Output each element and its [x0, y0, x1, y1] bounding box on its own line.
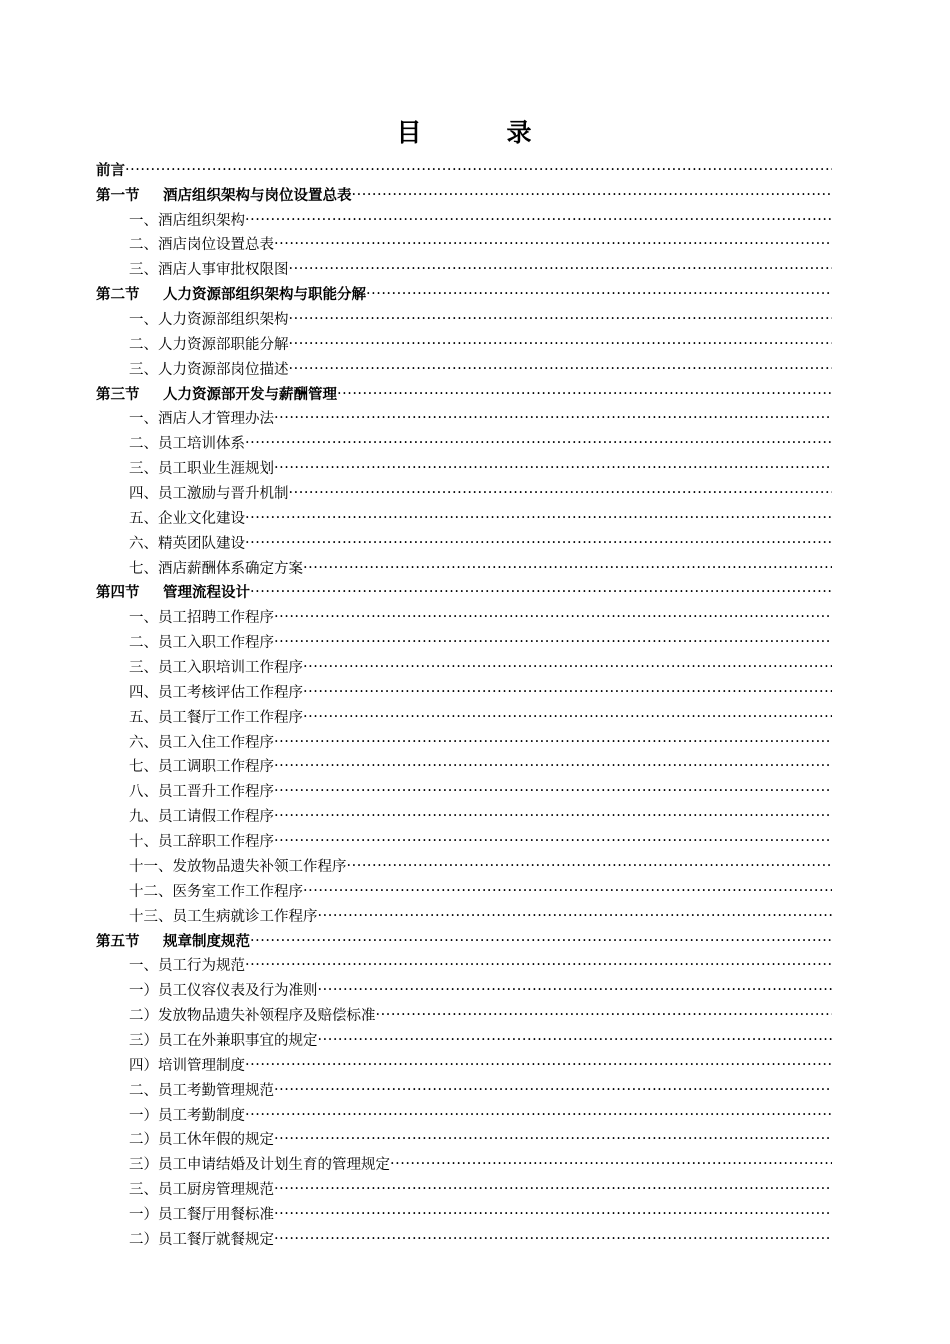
toc-entry-label — [129, 807, 274, 827]
toc-entry-text: 人力资源部开发与薪酬管理 — [163, 385, 337, 403]
toc-section-number: 第三节 — [96, 385, 140, 403]
toc-entry-label — [129, 782, 274, 802]
toc-dot-leader — [274, 607, 832, 627]
toc-entry-label — [129, 1155, 390, 1175]
toc-dot-leader — [289, 259, 833, 279]
toc-dot-leader — [274, 1229, 832, 1249]
toc-entry-label — [129, 981, 318, 1001]
toc-entry-text: 四、员工激励与晋升机制 — [129, 486, 289, 503]
toc-section-number: 第四节 — [96, 584, 140, 602]
toc-item[interactable] — [96, 554, 832, 579]
toc-entry-text: 一、员工行为规范 — [129, 958, 245, 975]
toc-entry-text: 二）员工休年假的规定 — [129, 1132, 274, 1149]
toc-item[interactable] — [96, 1225, 832, 1250]
toc-dot-leader — [274, 458, 832, 478]
toc-entry-text: 一、酒店人才管理办法 — [129, 411, 274, 428]
toc-item[interactable] — [96, 405, 832, 430]
toc-entry-label — [129, 211, 245, 231]
toc-dot-leader — [289, 483, 833, 503]
toc-item[interactable] — [96, 753, 832, 778]
toc-item[interactable] — [96, 231, 832, 256]
toc-entry-label — [129, 235, 274, 255]
toc-item[interactable] — [96, 628, 832, 653]
toc-entry-label — [129, 1205, 274, 1225]
toc-dot-leader — [245, 533, 832, 553]
toc-dot-leader — [274, 831, 832, 851]
toc-item[interactable] — [96, 255, 832, 280]
toc-entry-label — [129, 434, 245, 454]
toc-entry-label — [96, 161, 125, 181]
toc-entry-text: 一、酒店组织架构 — [129, 212, 245, 229]
toc-dot-leader — [347, 856, 833, 876]
toc-dot-leader — [303, 657, 832, 677]
toc-item[interactable] — [96, 1001, 832, 1026]
toc-entry-label — [129, 1031, 318, 1051]
toc-dot-leader — [318, 1030, 833, 1050]
toc-entry-text: 三）员工申请结婚及计划生育的管理规定 — [129, 1157, 390, 1174]
toc-entry-text: 二）员工餐厅就餐规定 — [129, 1231, 274, 1248]
toc-entry-label — [129, 907, 318, 927]
toc-section-heading[interactable] — [96, 156, 832, 181]
toc-item[interactable] — [96, 1200, 832, 1225]
toc-entry-label — [129, 260, 289, 280]
toc-entry-label — [96, 285, 366, 305]
toc-dot-leader — [250, 582, 832, 602]
toc-entry-text: 九、员工请假工作程序 — [129, 809, 274, 826]
toc-item[interactable] — [96, 454, 832, 479]
toc-dot-leader — [274, 632, 832, 652]
toc-entry-text: 八、员工晋升工作程序 — [129, 784, 274, 801]
toc-entry-text: 规章制度规范 — [163, 932, 250, 950]
toc-item[interactable] — [96, 355, 832, 380]
toc-entry-text: 一、员工招聘工作程序 — [129, 610, 274, 627]
toc-title: 目 录 — [396, 118, 562, 147]
toc-item[interactable] — [96, 305, 832, 330]
toc-item[interactable] — [96, 1101, 832, 1126]
toc-entry-label — [129, 857, 347, 877]
toc-item[interactable] — [96, 529, 832, 554]
toc-entry-label — [96, 186, 352, 206]
toc-item[interactable] — [96, 504, 832, 529]
toc-dot-leader — [289, 309, 833, 329]
toc-entry-label — [129, 633, 274, 653]
toc-item[interactable] — [96, 777, 832, 802]
toc-dot-leader — [366, 284, 832, 304]
toc-dot-leader — [245, 508, 832, 528]
toc-entry-text: 十二、医务室工作工作程序 — [129, 883, 303, 900]
toc-entry-text: 七、酒店薪酬体系确定方案 — [129, 560, 303, 577]
toc-entry-text: 六、员工入住工作程序 — [129, 734, 274, 751]
toc-item[interactable] — [96, 952, 832, 977]
toc-entry-text: 三、员工厨房管理规范 — [129, 1182, 274, 1199]
table-of-contents — [96, 156, 832, 1250]
toc-entry-label — [129, 335, 289, 355]
toc-item[interactable] — [96, 1051, 832, 1076]
toc-entry-text: 三、员工入职培训工作程序 — [129, 660, 303, 677]
toc-dot-leader — [274, 234, 832, 254]
toc-entry-label — [129, 459, 274, 479]
toc-dot-leader — [303, 682, 832, 702]
toc-entry-text: 十、员工辞职工作程序 — [129, 834, 274, 851]
toc-section-number: 第五节 — [96, 932, 140, 950]
toc-entry-label — [129, 832, 274, 852]
toc-entry-label — [129, 757, 274, 777]
toc-section-heading[interactable] — [96, 927, 832, 952]
toc-dot-leader — [376, 1005, 833, 1025]
toc-dot-leader — [245, 1105, 832, 1125]
toc-dot-leader — [289, 334, 833, 354]
toc-entry-label — [129, 1180, 274, 1200]
toc-entry-text: 七、员工调职工作程序 — [129, 759, 274, 776]
toc-dot-leader — [318, 906, 833, 926]
toc-dot-leader — [125, 160, 832, 180]
toc-dot-leader — [250, 931, 832, 951]
toc-entry-label — [129, 360, 289, 380]
toc-entry-text: 一、人力资源部组织架构 — [129, 312, 289, 329]
toc-item[interactable] — [96, 1026, 832, 1051]
toc-entry-label — [96, 385, 337, 405]
toc-section-heading[interactable] — [96, 181, 832, 206]
toc-entry-text: 一）员工考勤制度 — [129, 1107, 245, 1124]
toc-entry-text: 六、精英团队建设 — [129, 535, 245, 552]
toc-section-heading[interactable] — [96, 579, 832, 604]
toc-entry-text: 人力资源部组织架构与职能分解 — [163, 286, 366, 304]
toc-entry-text: 十一、发放物品遗失补领工作程序 — [129, 858, 347, 875]
toc-entry-text: 五、企业文化建设 — [129, 510, 245, 527]
toc-item[interactable] — [96, 877, 832, 902]
toc-entry-text: 二）发放物品遗失补领程序及赔偿标准 — [129, 1008, 376, 1025]
toc-entry-label — [129, 683, 303, 703]
toc-dot-leader — [274, 806, 832, 826]
toc-entry-text: 一）员工仪容仪表及行为准则 — [129, 983, 318, 1000]
toc-item[interactable] — [96, 678, 832, 703]
toc-dot-leader — [303, 881, 832, 901]
toc-item[interactable] — [96, 902, 832, 927]
toc-section-heading[interactable] — [96, 280, 832, 305]
toc-entry-label — [129, 658, 303, 678]
toc-entry-label — [129, 1230, 274, 1250]
toc-entry-label — [129, 509, 245, 529]
toc-dot-leader — [390, 1154, 832, 1174]
toc-entry-label — [129, 310, 289, 330]
toc-item[interactable] — [96, 603, 832, 628]
toc-dot-leader — [274, 1204, 832, 1224]
toc-dot-leader — [245, 955, 832, 975]
toc-item[interactable] — [96, 479, 832, 504]
toc-section-heading[interactable] — [96, 380, 832, 405]
toc-entry-text: 二、人力资源部职能分解 — [129, 336, 289, 353]
toc-entry-label — [129, 608, 274, 628]
toc-dot-leader — [274, 1179, 832, 1199]
toc-dot-leader — [352, 185, 833, 205]
toc-section-number: 第二节 — [96, 286, 140, 304]
toc-entry-text: 管理流程设计 — [163, 584, 250, 602]
toc-entry-label — [129, 1081, 274, 1101]
toc-entry-text: 四、员工考核评估工作程序 — [129, 684, 303, 701]
toc-entry-label — [129, 956, 245, 976]
toc-entry-text: 二、员工培训体系 — [129, 436, 245, 453]
toc-item[interactable] — [96, 802, 832, 827]
toc-entry-text: 二、员工入职工作程序 — [129, 635, 274, 652]
toc-entry-text: 一）员工餐厅用餐标准 — [129, 1206, 274, 1223]
toc-item[interactable] — [96, 1126, 832, 1151]
toc-dot-leader — [303, 558, 832, 578]
toc-item[interactable] — [96, 1175, 832, 1200]
toc-item[interactable] — [96, 827, 832, 852]
toc-dot-leader — [245, 1055, 832, 1075]
toc-entry-text: 前言 — [96, 161, 125, 179]
toc-entry-text: 三、员工职业生涯规划 — [129, 461, 274, 478]
toc-item[interactable] — [96, 852, 832, 877]
toc-entry-label — [129, 882, 303, 902]
toc-entry-label — [129, 484, 289, 504]
toc-item[interactable] — [96, 206, 832, 231]
toc-item[interactable] — [96, 1076, 832, 1101]
toc-entry-text: 三、人力资源部岗位描述 — [129, 361, 289, 378]
toc-entry-text: 三、酒店人事审批权限图 — [129, 262, 289, 279]
toc-dot-leader — [245, 433, 832, 453]
toc-section-number: 第一节 — [96, 186, 140, 204]
toc-dot-leader — [289, 359, 833, 379]
toc-entry-label — [96, 583, 250, 603]
toc-entry-text: 十三、员工生病就诊工作程序 — [129, 908, 318, 925]
toc-dot-leader — [274, 732, 832, 752]
toc-entry-label — [129, 1106, 245, 1126]
toc-item[interactable] — [96, 330, 832, 355]
toc-entry-label — [129, 733, 274, 753]
toc-dot-leader — [303, 707, 832, 727]
toc-dot-leader — [274, 408, 832, 428]
toc-dot-leader — [274, 781, 832, 801]
toc-item[interactable] — [96, 703, 832, 728]
toc-entry-label — [129, 1006, 376, 1026]
toc-entry-label — [129, 1130, 274, 1150]
toc-entry-label — [129, 1056, 245, 1076]
toc-entry-text: 五、员工餐厅工作工作程序 — [129, 709, 303, 726]
toc-dot-leader — [318, 980, 833, 1000]
toc-entry-label — [129, 409, 274, 429]
toc-entry-text: 酒店组织架构与岗位设置总表 — [163, 186, 352, 204]
toc-entry-text: 二、酒店岗位设置总表 — [129, 237, 274, 254]
toc-entry-text: 二、员工考勤管理规范 — [129, 1082, 274, 1099]
toc-dot-leader — [274, 1080, 832, 1100]
toc-item[interactable] — [96, 653, 832, 678]
toc-entry-label — [96, 932, 250, 952]
toc-dot-leader — [337, 384, 832, 404]
toc-dot-leader — [274, 756, 832, 776]
toc-item[interactable] — [96, 1150, 832, 1175]
toc-entry-text: 三）员工在外兼职事宜的规定 — [129, 1032, 318, 1049]
toc-item[interactable] — [96, 976, 832, 1001]
toc-item[interactable] — [96, 728, 832, 753]
toc-dot-leader — [245, 210, 832, 230]
toc-entry-label — [129, 559, 303, 579]
toc-dot-leader — [274, 1129, 832, 1149]
toc-entry-label — [129, 534, 245, 554]
toc-item[interactable] — [96, 429, 832, 454]
toc-entry-label — [129, 708, 303, 728]
toc-entry-text: 四）培训管理制度 — [129, 1057, 245, 1074]
